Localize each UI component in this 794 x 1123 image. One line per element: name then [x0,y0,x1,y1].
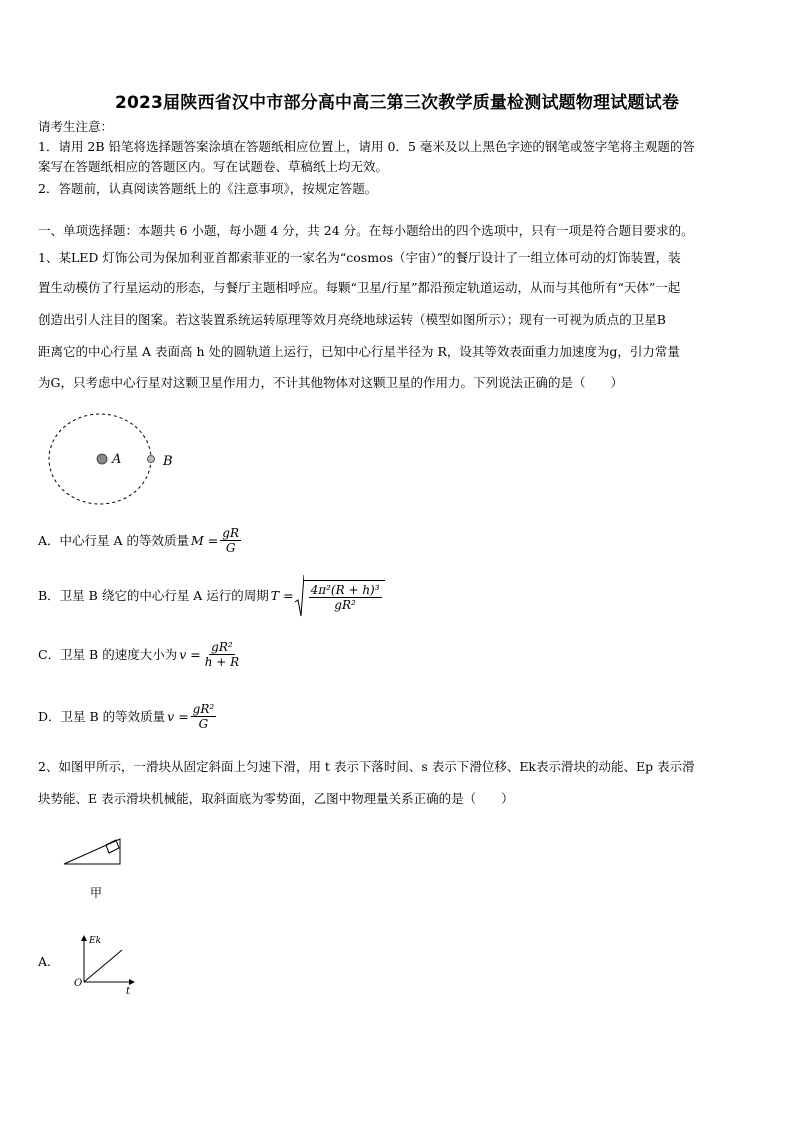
q1-option-a-text: A．中心行星 A 的等效质量 [38,532,190,548]
q1-option-b-den: gR² [334,598,356,612]
q1-option-a-num: gR [222,526,239,540]
satellite-b-dot [148,456,155,463]
planet-a-dot [97,454,107,464]
q1-option-a-fraction [220,526,241,555]
label-b: B [163,454,173,469]
q1-option-b[interactable] [38,574,385,618]
notice-heading: 请考生注意： [38,119,114,134]
notice-item-1a: 1．请用 2B 铅笔将选择题答案涂填在答题纸相应位置上，请用 0．5 毫米及以上黑色字迹的钢笔或签字笔将主观题的答 [38,139,695,154]
q1-line-5: 为G，只考虑中心行星对这颗卫星作用力，不计其他物体对这颗卫星的作用力。下列说法正确的是（ ） [38,375,623,390]
section-heading: 一、单项选择题：本题共 6 小题，每小题 4 分，共 24 分。在每小题给出的四个选项中，只有一项是符合题目要求的。 [38,223,694,238]
q1-option-d-text: D．卫星 B 的等效质量 [38,708,166,724]
q1-option-d-fraction [191,702,217,731]
ek-t-graph [72,932,142,996]
q1-line-1: 1、某LED 灯饰公司为保加利亚首都索菲亚的一家名为“cosmos（宇宙）”的餐厅设计了一组立体可动的灯饰装置，装 [38,250,681,265]
q1-option-a-den: G [225,541,236,555]
q1-option-c-fraction [203,640,241,669]
notice-item-1b: 案写在答题纸相应的答题区内。写在试题卷、草稿纸上均无效。 [38,159,389,174]
q1-option-d[interactable] [38,702,216,731]
q2-line-2: 块势能、E 表示滑块机械能，取斜面底为零势面，乙图中物理量关系正确的是（ ） [38,791,514,806]
origin-label: O [74,978,83,989]
q1-line-4: 距离它的中心行星 A 表面高 h 处的圆轨道上运行，已知中心行星半径为 R，设其等效表面重力加速度为g，引力常量 [38,344,680,359]
q1-option-c-lhs: v = [179,646,201,662]
q1-option-b-fraction [309,583,382,612]
q1-option-c[interactable] [38,640,241,669]
q1-option-b-text: B．卫星 B 绕它的中心行星 A 运行的周期 [38,588,269,603]
q2-line-1: 2、如图甲所示，一滑块从固定斜面上匀速下滑，用 t 表示下落时间、s 表示下滑位移、Ek表示滑块的动能、Ep 表示滑 [38,759,695,774]
incline-caption: 甲 [90,886,103,900]
q1-option-b-num: 4π²(R + h)³ [310,583,380,597]
q1-option-b-lhs: T = [270,588,294,603]
q2-option-a[interactable] [38,953,51,971]
ek-line [84,950,122,982]
q1-option-d-den: G [198,717,209,731]
slider-block [106,840,119,853]
q1-option-d-num: gR² [192,702,215,716]
q1-line-3: 创造出引人注目的图案。若这装置系统运转原理等效月亮绕地球运转（模型如图所示）；现有一可视为质点的卫星B [38,312,666,327]
incline-figure [62,835,132,867]
x-axis-label: t [126,986,131,996]
q1-option-a-lhs: M = [191,532,219,548]
page-title: 2023届陕西省汉中市部分高中高三第三次教学质量检测试题物理试题试卷 [114,93,680,113]
orbit-figure [48,412,188,508]
q1-option-c-text: C．卫星 B 的速度大小为 [38,646,178,662]
q1-option-c-den: h + R [204,655,240,669]
q1-option-d-lhs: v = [167,708,189,724]
label-a: A [112,452,122,467]
q1-option-a[interactable] [38,526,241,555]
notice-item-2: 2．答题前，认真阅读答题纸上的《注意事项》，按规定答题。 [38,181,378,196]
sqrt-symbol [294,574,385,618]
radical-sign-icon [294,574,304,618]
y-axis-label: Ek [89,936,102,946]
q2-option-a-label: A. [38,954,52,969]
q1-line-2: 置生动模仿了行星运动的形态，与餐厅主题相呼应。每颗“卫星/行星”都沿预定轨道运动，从而与其他所有“天体”一起 [38,280,681,295]
q1-option-c-num: gR² [211,640,233,654]
